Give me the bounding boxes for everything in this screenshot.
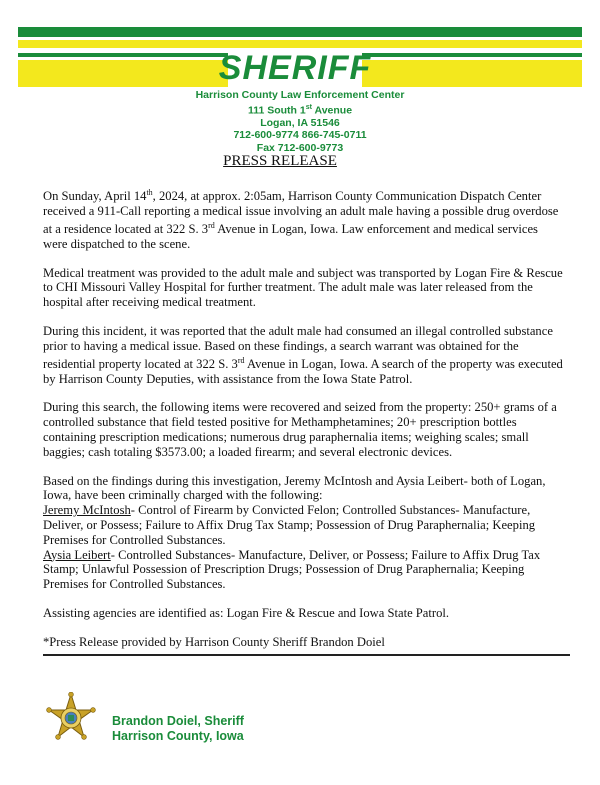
green-band-top (18, 27, 582, 37)
yellow-band-top (18, 40, 582, 48)
divider-line (43, 654, 570, 656)
paragraph-provided-by: *Press Release provided by Harrison County Sheriff Brandon Doiel (43, 634, 385, 649)
paragraph-warrant: During this incident, it was reported that the adult male had consumed an illegal controlled substance prior to having a medical issue. Based on these findings, a search warrant was obtained for the residential property located at 322 S. 3rd Avenue in Logan, Iowa. A search of the property was executed by Harrison County Deputies, with assistance from the Iowa State Patrol. (43, 323, 563, 386)
sheriff-county: Harrison County, Iowa (112, 729, 244, 743)
charged-name-1: Jeremy McIntosh (43, 503, 131, 518)
sheriff-logo-text: SHERIFF (218, 48, 372, 87)
signature-block (112, 714, 244, 744)
paragraph-charges: Based on the findings during this investigation, Jeremy McIntosh and Aysia Leibert- both of Logan, Iowa, have been criminally charged with the following: Jeremy McIntosh- Control of Firearm by Convicted Felon; Controlled Substances- Manufacture, Deliver, or Possess; Failure to Affix Drug Tax Stamp; Possession of Drug Paraphernalia; Keeping Premises for Controlled Substances. Aysia Leibert- Controlled Substances- Manufacture, Deliver, or Possess; Failure to Affix Drug Tax Stamp; Unlawful Possession of Prescription Drugs; Possession of Drug Paraphernalia; Keeping Premises for Controlled Substances. (43, 473, 546, 592)
city-line: Logan, IA 51546 (260, 116, 340, 129)
org-name: Harrison County Law Enforcement Center (195, 89, 405, 101)
paragraph-seized-items: During this search, the following items were recovered and seized from the property: 250+ grams of a controlled substance that field tested positive for Methamphetamines; 20+ prescription bottles containing prescription medications; numerous drug paraphernalia items; weighing scales; small baggies; cash totaling $3573.00; a loaded firearm; and several electronic devices. (43, 400, 557, 459)
green-band-mid-right (362, 53, 582, 57)
green-band-mid-left (18, 53, 228, 57)
paragraph-incident: On Sunday, April 14th, 2024, at approx. 2:05am, Harrison County Communication Dispatch Center received a 911-Call reporting a medical issue involving an adult male having a possible drug overdose at a residence located at 322 S. 3rd Avenue in Logan, Iowa. Law enforcement and medical services were dispatched to the scene. (43, 188, 559, 251)
sheriff-star-badge-icon (45, 692, 97, 744)
press-release-title: PRESS RELEASE (223, 153, 337, 169)
paragraph-assisting-agencies: Assisting agencies are identified as: Logan Fire & Rescue and Iowa State Patrol. (43, 605, 450, 620)
paragraph-treatment: Medical treatment was provided to the adult male and subject was transported by Logan Fire & Rescue to CHI Missouri Valley Hospital for further treatment. The adult male was later released from the hospital after receiving medical treatment. (43, 265, 563, 310)
street-address: 111 South 1st Avenue (247, 103, 353, 117)
press-release-body (43, 186, 563, 663)
sheriff-name: Brandon Doiel, Sheriff (112, 714, 244, 728)
fax-line: Fax 712-600-9773 (256, 141, 344, 154)
contact-block (150, 89, 450, 154)
phone-line: 712-600-9774 866-745-0711 (233, 129, 367, 142)
charged-name-2: Aysia Leibert (43, 547, 111, 562)
sheriff-logo (218, 48, 372, 88)
